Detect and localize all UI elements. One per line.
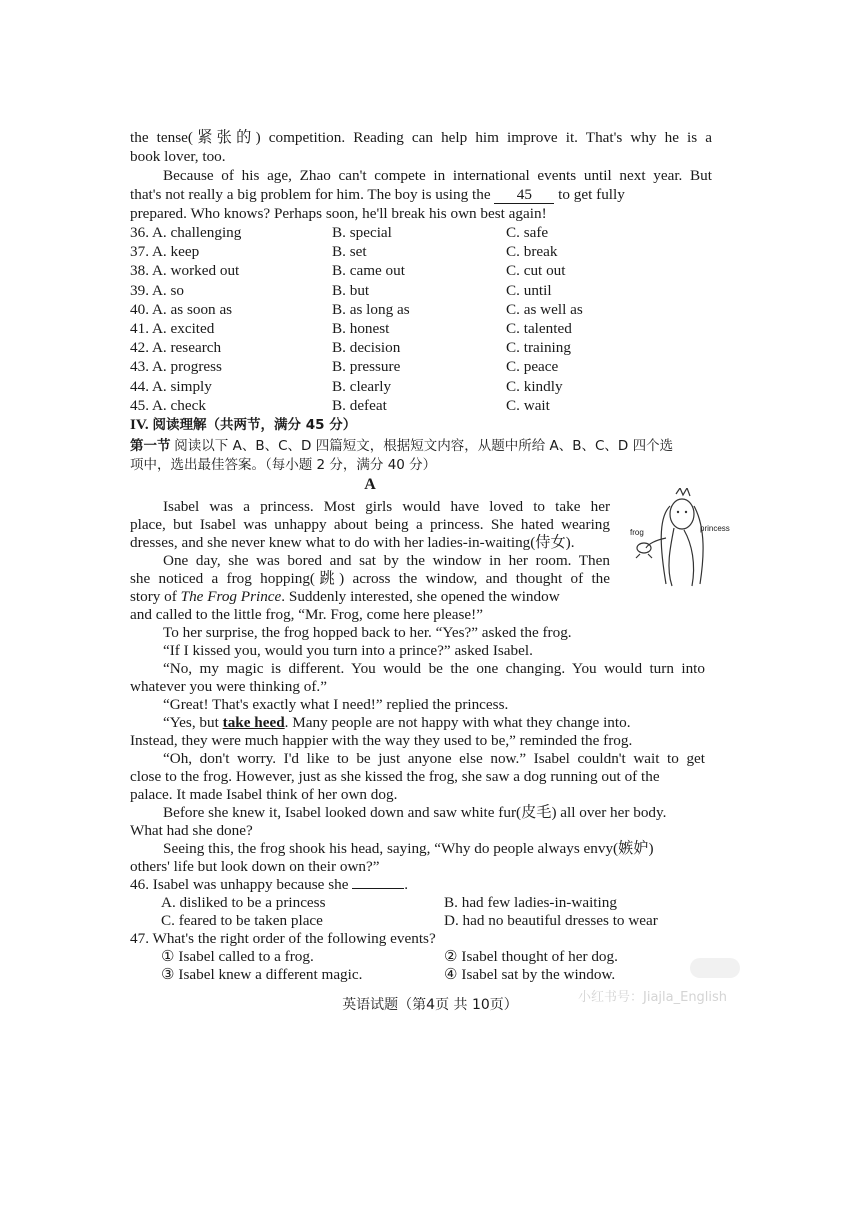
passage-a-line: Before she knew it, Isabel looked down and saw white fur(皮毛) all over her body. <box>163 804 667 821</box>
event-4: ④ Isabel sat by the window. <box>444 966 616 983</box>
passage-line: Because of his age, Zhao can't compete in international events until next year. But <box>163 167 712 184</box>
cloze-option-a: 42. A. research <box>130 339 222 357</box>
cloze-option-b: B. special <box>332 224 392 241</box>
passage-a-line: “Oh, don't worry. I'd like to be just anyone else now.” Isabel couldn't wait to get <box>163 750 705 767</box>
underlined-phrase: take heed <box>222 714 285 731</box>
passage-a-line: “Great! That's exactly what I need!” replied the princess. <box>163 696 509 713</box>
passage-text: to get fully <box>558 186 625 203</box>
cloze-option-b: B. came out <box>332 262 405 280</box>
subsection-instruction-cont: 项中，选出最佳答案。（每小题 2 分，满分 40 分） <box>130 457 437 473</box>
passage-a-line: she noticed a frog hopping(跳) across the window, and thought of the <box>130 570 610 587</box>
passage-text: . Many people are not happy with what they change into. <box>284 714 631 731</box>
princess-label: princess <box>700 524 730 533</box>
question-47-stem: 47. What's the right order of the following events? <box>130 930 436 947</box>
section-title: 阅读理解（共两节，满分 45 分） <box>152 417 357 433</box>
passage-a-line: What had she done? <box>130 822 253 839</box>
cloze-option-b: B. set <box>332 243 367 261</box>
cloze-option-c: C. break <box>506 243 558 261</box>
passage-a-line: Seeing this, the frog shook his head, saying, “Why do people always envy(嫉妒) <box>163 840 654 857</box>
cloze-option-b: B. defeat <box>332 396 387 414</box>
cloze-option-b: B. but <box>332 281 370 299</box>
passage-a-line: close to the frog. However, just as she kissed the frog, she saw a dog running out of the <box>130 768 660 785</box>
event-2: ② Isabel thought of her dog. <box>444 948 618 965</box>
passage-text: that's not really a big problem for him. The boy is using the <box>130 186 491 203</box>
option-46-c: C. feared to be taken place <box>161 912 323 929</box>
watermark: 小红书号：Jiajla_English <box>578 990 728 1005</box>
question-text: . <box>404 876 409 893</box>
passage-line: prepared. Who knows? Perhaps soon, he'll break his own best again! <box>130 205 547 222</box>
cloze-option-a: 37. A. keep <box>130 243 200 261</box>
cloze-option-b: B. clearly <box>332 377 392 395</box>
passage-text: . Suddenly interested, she opened the window <box>281 588 560 605</box>
subsection-instruction <box>130 436 673 456</box>
passage-a-line: One day, she was bored and sat by the window in her room. Then <box>163 552 610 569</box>
cloze-blank-45: 45 <box>494 187 554 204</box>
passage-line-with-blank <box>130 185 712 204</box>
passage-a-line <box>130 587 610 606</box>
option-46-b: B. had few ladies-in-waiting <box>444 894 617 911</box>
passage-a-line: dresses, and she never knew what to do with her ladies-in-waiting(侍女). <box>130 534 575 551</box>
passage-a-line: To her surprise, the frog hopped back to her. “Yes?” asked the frog. <box>163 624 572 641</box>
section-number: IV. <box>130 416 149 433</box>
princess-frog-drawing <box>626 488 736 588</box>
watermark-badge <box>690 958 740 978</box>
passage-a-line: place, but Isabel was unhappy about being a princess. She hated wearing <box>130 516 610 533</box>
passage-text: “Yes, but <box>163 714 223 731</box>
passage-a-line: Instead, they were much happier with the way they used to be,” reminded the frog. <box>130 732 633 749</box>
passage-a-line: whatever you were thinking of.” <box>130 678 327 695</box>
cloze-option-b: B. pressure <box>332 358 401 376</box>
cloze-option-a: 44. A. simply <box>130 377 212 395</box>
passage-a-line: “No, my magic is different. You would be the one changing. You would turn into <box>163 660 705 677</box>
passage-title: A <box>364 476 376 493</box>
cloze-option-a: 38. A. worked out <box>130 262 240 280</box>
passage-a-line: palace. It made Isabel think of her own dog. <box>130 786 398 803</box>
cloze-option-a: 43. A. progress <box>130 358 222 376</box>
answer-blank <box>352 888 404 889</box>
cloze-option-c: C. safe <box>506 224 549 241</box>
question-46-stem <box>130 875 408 894</box>
cloze-option-a: 41. A. excited <box>130 320 215 337</box>
cloze-option-c: C. until <box>506 281 552 299</box>
passage-a-line <box>163 713 705 732</box>
section-heading <box>130 415 356 435</box>
frog-label: frog <box>630 528 644 537</box>
cloze-option-c: C. as well as <box>506 300 583 318</box>
event-1: ① Isabel called to a frog. <box>161 948 314 965</box>
passage-line: book lover, too. <box>130 148 226 165</box>
book-title: The Frog Prince <box>180 588 282 605</box>
cloze-option-b: B. as long as <box>332 300 410 318</box>
question-text: 46. Isabel was unhappy because she <box>130 876 349 893</box>
passage-a-line: “If I kissed you, would you turn into a prince?” asked Isabel. <box>163 642 533 659</box>
cloze-option-b: B. honest <box>332 320 390 337</box>
subsection-label: 第一节 <box>130 438 171 454</box>
cloze-option-c: C. kindly <box>506 377 563 395</box>
cloze-option-a: 39. A. so <box>130 281 185 299</box>
option-46-d: D. had no beautiful dresses to wear <box>444 912 658 929</box>
cloze-option-c: C. training <box>506 339 571 357</box>
passage-a-line: and called to the little frog, “Mr. Frog, come here please!” <box>130 606 483 623</box>
event-3: ③ Isabel knew a different magic. <box>161 966 363 983</box>
page-footer: 英语试题（第4页 共 10页） <box>342 997 518 1013</box>
cloze-option-c: C. cut out <box>506 262 566 280</box>
passage-a-line: Isabel was a princess. Most girls would have loved to take her <box>163 498 610 515</box>
cloze-option-c: C. talented <box>506 320 572 337</box>
cloze-option-a: 36. A. challenging <box>130 224 242 241</box>
subsection-text: 阅读以下 A、B、C、D 四篇短文，根据短文内容，从题中所给 A、B、C、D 四个选 <box>174 438 674 454</box>
option-46-a: A. disliked to be a princess <box>161 894 326 911</box>
cloze-option-c: C. peace <box>506 358 559 376</box>
princess-frog-illustration <box>626 488 736 588</box>
passage-a-line: others' life but look down on their own?” <box>130 858 380 875</box>
passage-text: story of <box>130 588 181 605</box>
cloze-option-a: 40. A. as soon as <box>130 300 233 318</box>
passage-line: the tense(紧张的) competition. Reading can help him improve it. That's why he is a <box>130 129 712 146</box>
cloze-option-c: C. wait <box>506 396 550 414</box>
cloze-option-b: B. decision <box>332 339 401 357</box>
cloze-option-a: 45. A. check <box>130 396 206 414</box>
